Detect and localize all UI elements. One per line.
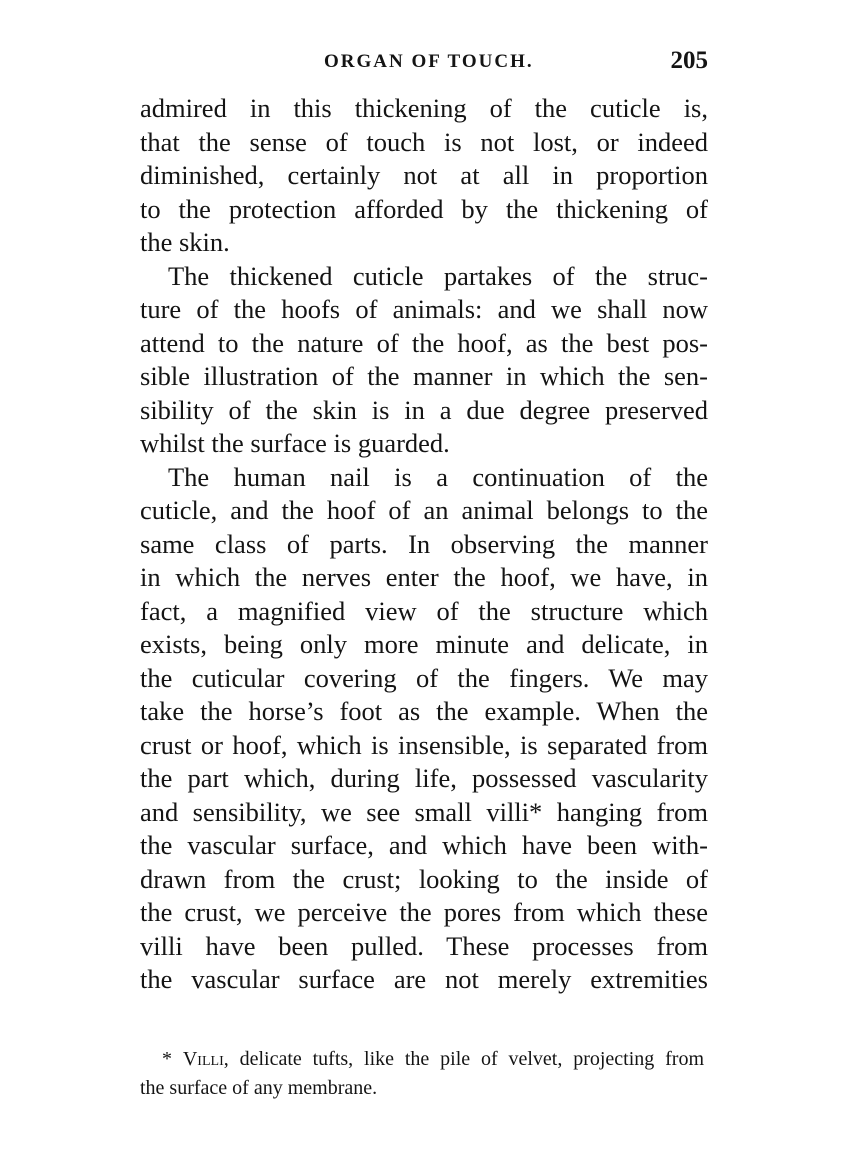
text-line: the cuticular covering of the fingers. We may bbox=[140, 662, 708, 693]
text-line: the vascular surface, and which have been with- bbox=[140, 830, 708, 860]
text-line: fact, a magnified view of the structure which bbox=[140, 595, 708, 626]
body-text bbox=[140, 92, 708, 997]
text-line: ture of the hoofs of animals: and we shall now bbox=[140, 294, 708, 324]
text-line: cuticle, and the hoof of an animal belongs to the bbox=[140, 495, 708, 525]
text-line: drawn from the crust; looking to the inside of bbox=[140, 863, 708, 894]
text-line: whilst the surface is guarded. bbox=[140, 428, 450, 458]
text-line: to the protection afforded by the thickening of bbox=[140, 193, 708, 224]
text-line: the crust, we perceive the pores from which these bbox=[140, 897, 708, 927]
footnote bbox=[140, 1045, 704, 1103]
text-line: diminished, certainly not at all in proportion bbox=[140, 160, 708, 190]
text-line: The thickened cuticle partakes of the struc- bbox=[168, 260, 708, 291]
text-line: in which the nerves enter the hoof, we have, in bbox=[140, 562, 708, 592]
running-head: ORGAN OF TOUCH. bbox=[324, 51, 534, 72]
text-line: crust or hoof, which is insensible, is separated from bbox=[140, 729, 708, 760]
footnote-line: the surface of any membrane. bbox=[140, 1077, 378, 1099]
text-line: sibility of the skin is in a due degree preserved bbox=[140, 394, 708, 425]
footnote-term: Villi bbox=[182, 1048, 224, 1070]
text-line: The human nail is a continuation of the bbox=[168, 461, 708, 492]
text-line: same class of parts. In observing the manner bbox=[140, 528, 708, 559]
text-line: that the sense of touch is not lost, or indeed bbox=[140, 126, 708, 157]
text-line: admired in this thickening of the cuticle is, bbox=[140, 93, 708, 123]
footnote-marker: * bbox=[162, 1048, 172, 1070]
text-line: the skin. bbox=[140, 227, 230, 257]
text-line: the vascular surface are not merely extremities bbox=[140, 964, 708, 994]
text-line: the part which, during life, possessed vascularity bbox=[140, 763, 708, 793]
text-line: exists, being only more minute and delicate, in bbox=[140, 629, 708, 659]
footnote-line bbox=[140, 1045, 704, 1074]
page-number: 205 bbox=[670, 47, 708, 74]
text-line: villi have been pulled. These processes from bbox=[140, 930, 708, 961]
footnote-definition: , delicate tufts, like the pile of velvet, projecting from bbox=[223, 1048, 705, 1070]
text-line: attend to the nature of the hoof, as the best pos- bbox=[140, 327, 708, 358]
text-line: and sensibility, we see small villi* hanging from bbox=[140, 796, 708, 827]
text-line: sible illustration of the manner in which the sen- bbox=[140, 361, 708, 391]
text-line: take the horse’s foot as the example. When the bbox=[140, 696, 708, 726]
page-header bbox=[140, 47, 708, 79]
